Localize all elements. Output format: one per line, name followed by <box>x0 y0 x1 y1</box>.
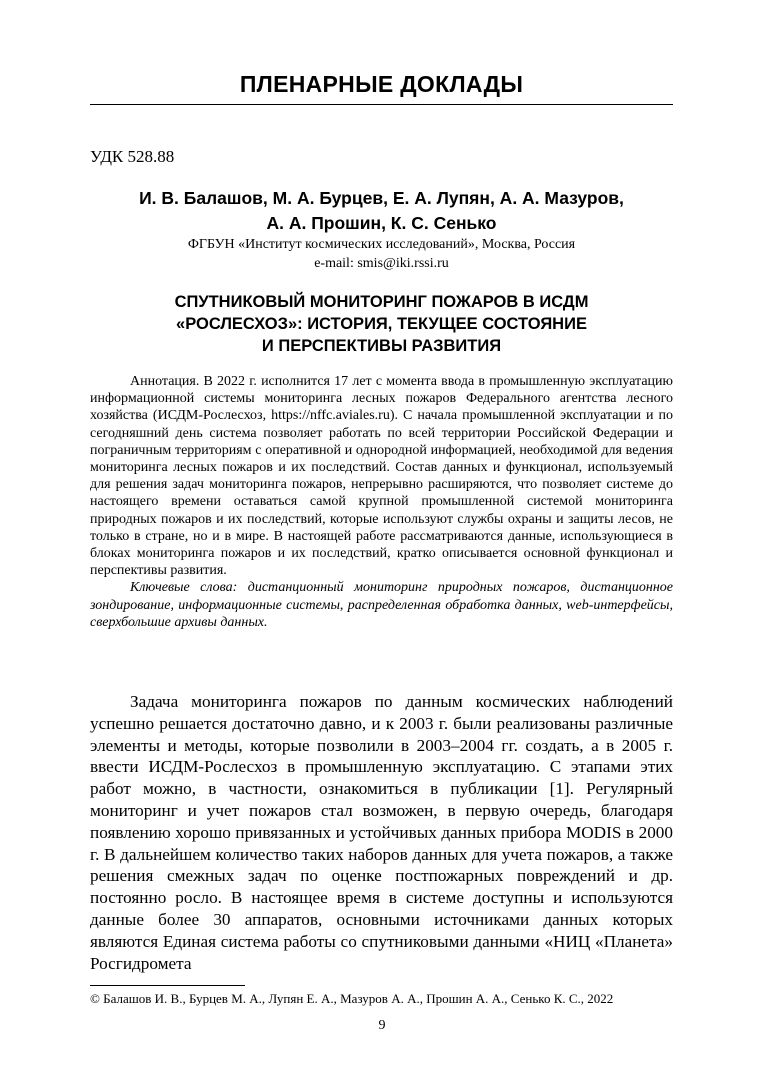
footnote-divider <box>90 985 245 986</box>
authors-line-2: А. А. Прошин, К. С. Сенько <box>266 213 497 233</box>
paper-title <box>90 291 673 357</box>
authors-line-1: И. В. Балашов, М. А. Бурцев, Е. А. Лупян, А. А. Мазуров, <box>139 188 624 208</box>
abstract <box>90 373 673 631</box>
title-line-1: СПУТНИКОВЫЙ МОНИТОРИНГ ПОЖАРОВ В ИСДМ <box>174 293 589 311</box>
section-divider <box>90 104 673 105</box>
udk-code: УДК 528.88 <box>90 147 175 166</box>
authors-block <box>90 186 673 236</box>
abstract-text: Аннотация. В 2022 г. исполнится 17 лет с момента ввода в промышленную эксплуатацию информационной системы мониторинга лесных пожаров Федерального агентства лесного хозяйства (ИСДМ-Рослесхоз, https://nffc.aviales.ru). С начала промышленной эксплуатации и по сегодняшний день система позволяет работать по всей территории Российской Федерации и пограничным территориям с оперативной и однородной информацией, необходимой для ведения мониторинга лесных пожаров и их последствий. Состав данных и функционал, используемый для решения задач мониторинга пожаров, непрерывно расширяются, что позволяет системе до настоящего времени оставаться самой крупной промышленной системой мониторинга природных пожаров и их последствий, которые используют службы охраны и защиты лесов, не только в стране, но и в мире. В настоящей работе рассматриваются данные, использующиеся в блоках мониторинга пожаров и их последствий, кратко описывается основной функционал и перспективы развития. <box>90 374 673 579</box>
page-number: 9 <box>378 1018 386 1033</box>
section-title: ПЛЕНАРНЫЕ ДОКЛАДЫ <box>239 71 524 97</box>
affiliation: ФГБУН «Институт космических исследований», Москва, Россия <box>187 237 576 252</box>
body-text <box>90 691 673 974</box>
footnote: © Балашов И. В., Бурцев М. А., Лупян Е. А., Мазуров А. А., Прошин А. А., Сенько К. С., 2022 <box>90 991 614 1006</box>
email: e-mail: smis@iki.rssi.ru <box>314 256 449 271</box>
title-line-3: И ПЕРСПЕКТИВЫ РАЗВИТИЯ <box>261 337 502 355</box>
title-line-2: «РОСЛЕСХОЗ»: ИСТОРИЯ, ТЕКУЩЕЕ СОСТОЯНИЕ <box>176 315 587 333</box>
body-paragraph: Задача мониторинга пожаров по данным космических наблюдений успешно решается достаточно давно, и к 2003 г. были реализованы различные элементы и методы, которые позволили в 2003–2004 гг. создать, а в 2005 г. ввести ИСДМ-Рослесхоз в промышленную эксплуатацию. С этапами этих работ можно, в частности, ознакомиться в публикации [1]. Регулярный мониторинг и учет пожаров стал возможен, в первую очередь, благодаря появлению хорошо привязанных и устойчивых данных прибора MODIS в 2000 г. В дальнейшем количество таких наборов данных для учета пожаров, а также решения смежных задач по оценке постпожарных повреждений и др. постоянно росло. В настоящее время в системе доступны и используются данные более 30 аппаратов, основными источниками данных которых являются Единая система работы со спутниковыми данными «НИЦ «Планета» Росгидромета <box>90 692 673 973</box>
keywords: Ключевые слова: дистанционный мониторинг природных пожаров, дистанционное зондирование, информационные системы, распределенная обработка данных, web-интерфейсы, сверхбольшие архивы данных. <box>90 580 673 630</box>
